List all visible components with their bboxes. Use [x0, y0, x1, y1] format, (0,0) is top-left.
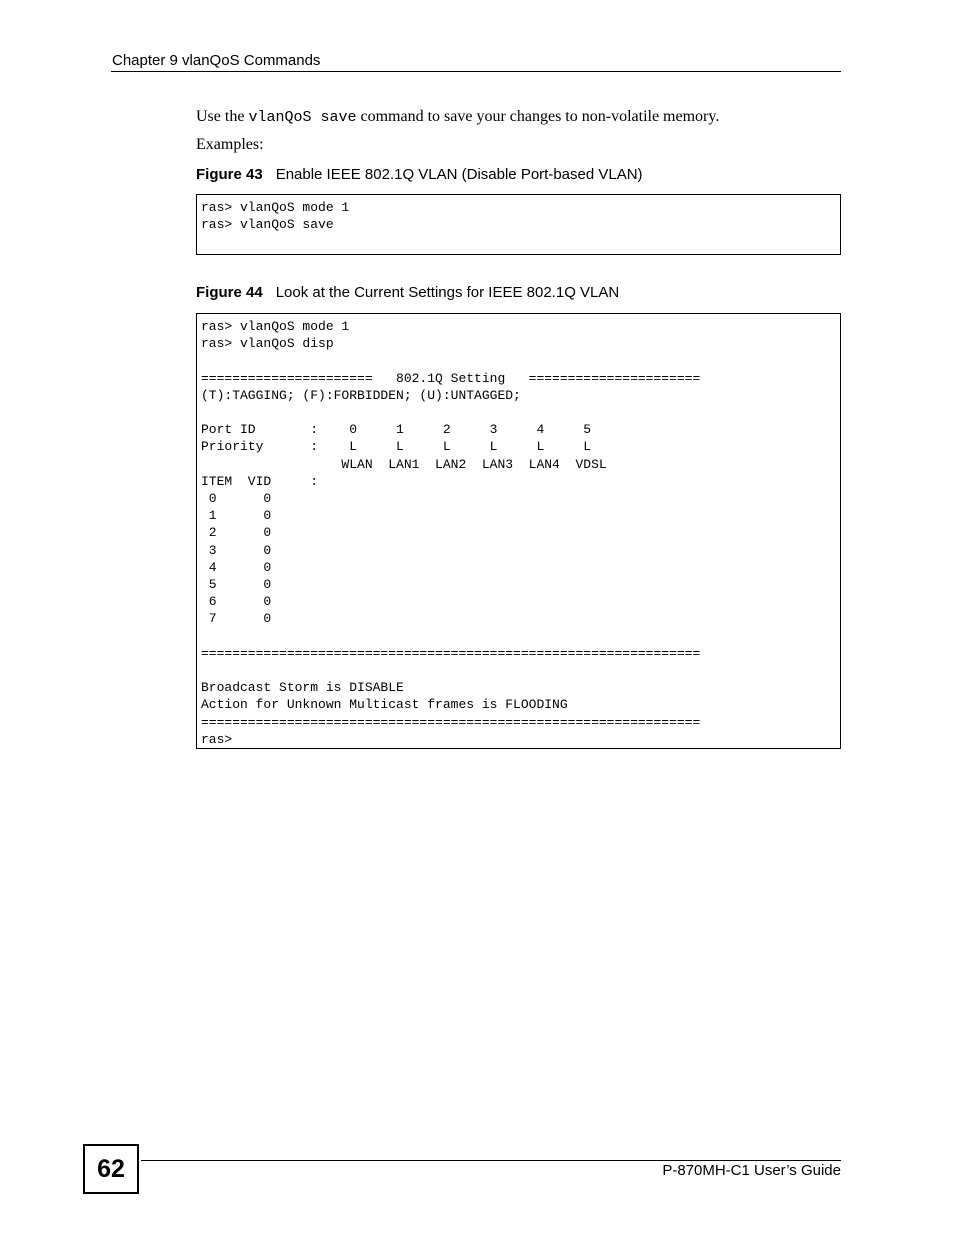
code-line: ras> vlanQoS save	[201, 217, 334, 233]
code-line: 3 0	[201, 542, 272, 558]
figure-43-title: Enable IEEE 802.1Q VLAN (Disable Port-based VLAN)	[275, 166, 643, 183]
figure-43-code-box	[196, 194, 841, 255]
page-number: 62	[83, 1144, 139, 1194]
code-line: 2 0	[201, 525, 272, 541]
figure-44-caption	[196, 284, 619, 302]
code-line: 1 0	[201, 508, 272, 524]
figure-44-code-box	[196, 313, 841, 749]
guide-title: P-870MH-C1 User’s Guide	[662, 1162, 841, 1179]
code-line: ras> vlanQoS mode 1	[201, 200, 350, 215]
code-line: ras> vlanQoS mode 1	[201, 319, 350, 334]
code-line: (T):TAGGING; (F):FORBIDDEN; (U):UNTAGGED;	[201, 387, 521, 403]
code-line: 7 0	[201, 611, 272, 627]
figure-44-title: Look at the Current Settings for IEEE 802.1Q VLAN	[275, 284, 620, 301]
intro-prefix: Use the	[196, 108, 249, 125]
figure-43-number: Figure 43	[196, 166, 263, 183]
figure-44-number: Figure 44	[196, 284, 263, 301]
intro-command: vlanQoS save	[248, 109, 357, 126]
examples-label: Examples:	[196, 136, 264, 153]
footer-divider	[141, 1160, 841, 1161]
code-line: Port ID : 0 1 2 3 4 5	[201, 422, 592, 438]
code-line: ras> vlanQoS disp	[201, 336, 334, 352]
intro-paragraph	[196, 107, 719, 128]
code-line: ====================== 802.1Q Setting ======================	[201, 370, 701, 386]
code-line: ras>	[201, 731, 233, 747]
code-line: Broadcast Storm is DISABLE	[201, 680, 404, 696]
code-line: 4 0	[201, 559, 272, 575]
figure-43-code	[201, 199, 836, 251]
code-line: 6 0	[201, 594, 272, 610]
figure-43-caption	[196, 166, 643, 184]
code-line: 5 0	[201, 577, 272, 593]
code-line: WLAN LAN1 LAN2 LAN3 LAN4 VDSL	[201, 456, 607, 472]
figure-44-code	[201, 318, 836, 748]
header-divider	[111, 71, 841, 72]
code-line: 0 0	[201, 491, 272, 507]
intro-suffix: command to save your changes to non-volatile memory.	[356, 108, 720, 125]
chapter-header: Chapter 9 vlanQoS Commands	[112, 52, 321, 69]
code-line: ITEM VID :	[201, 473, 319, 489]
code-line: ================================================================	[201, 645, 701, 661]
code-line: Priority : L L L L L L	[201, 439, 592, 455]
code-line: ================================================================	[201, 714, 701, 730]
code-line: Action for Unknown Multicast frames is FLOODING	[201, 697, 568, 713]
